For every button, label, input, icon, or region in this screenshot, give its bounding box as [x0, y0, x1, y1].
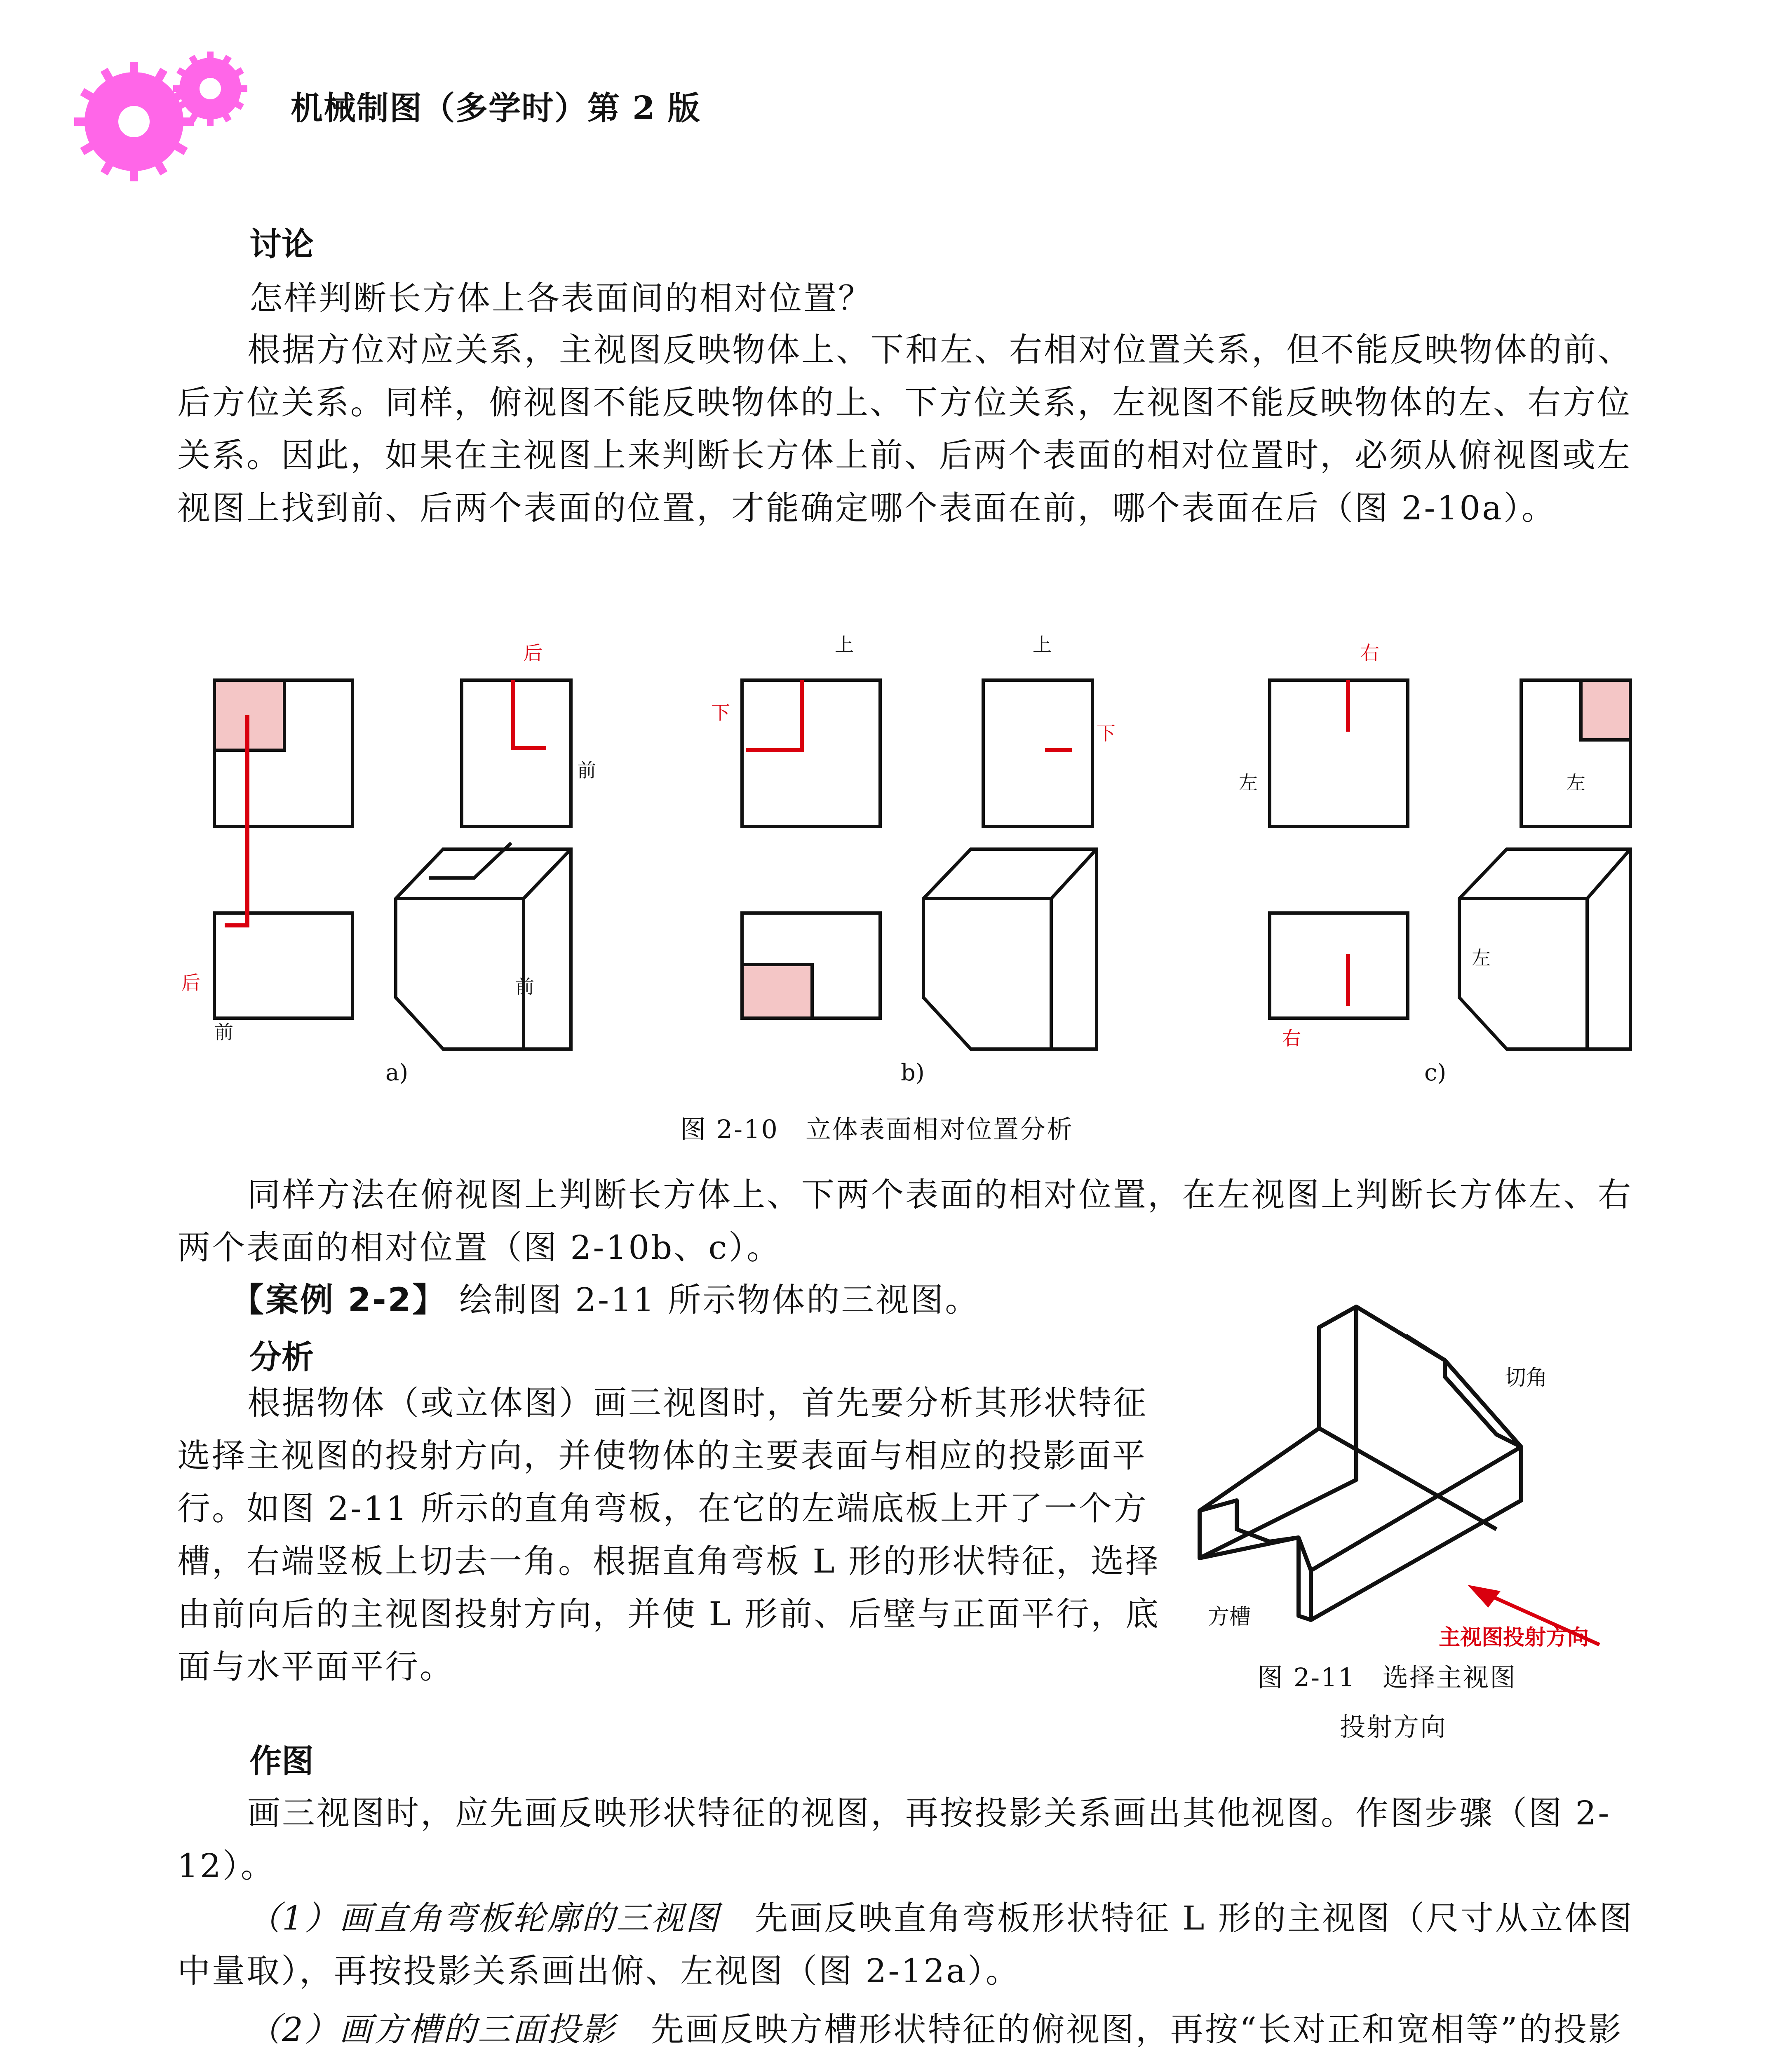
fig-c-label-left-side: 左 — [1567, 772, 1585, 794]
drawing-step-1 — [177, 1892, 1639, 1998]
fig-c-label-right-top: 右 — [1282, 1027, 1301, 1049]
fig-b-label-down: 下 — [711, 702, 730, 724]
analysis-paragraph: 根据物体（或立体图）画三视图时，首先要分析其形状特征选择主视图的投射方向，并使物体的主要表面与相应的投影面平行。如图 2-11 所示的直角弯板，在它的左端底板上开了一个方槽，右端竖板上切去一角。根据直角弯板 L 形的形状特征，选择由前向后的主视图投射方向，并使 L 形前、后壁与正面平行，底面与水平面平行。 — [177, 1384, 1160, 1686]
book-title: 机械制图（多学时）第 2 版 — [291, 89, 701, 127]
discussion-heading: 讨论 — [249, 226, 314, 263]
case-tag: 【案例 2-2】 — [231, 1281, 447, 1319]
discussion-question: 怎样判断长方体上各表面间的相对位置？ — [249, 279, 873, 317]
fig-2-10-sublabel-b: b) — [901, 1059, 925, 1086]
drawing-step-2 — [177, 2003, 1639, 2061]
step-1-text: 先画反映直角弯板形状特征 L 形的主视图（尺寸从立体图中量取），再按投影关系画出俯、左视图（图 2-12a）。 — [177, 1899, 1634, 1990]
fig-a-label-back-top: 后 — [181, 972, 200, 994]
analysis-heading: 分析 — [249, 1339, 314, 1376]
drawing-heading: 作图 — [249, 1743, 314, 1780]
fig-2-10-caption: 图 2-10 立体表面相对位置分析 — [680, 1114, 1073, 1144]
discussion-paragraph: 根据方位对应关系，主视图反映物体上、下和左、右相对位置关系，但不能反映物体的前、后方位关系。同样，俯视图不能反映物体的上、下方位关系，左视图不能反映物体的左、右方位关系。因此，如果在主视图上来判断长方体上前、后两个表面的相对位置时，必须从俯视图或左视图上找到前、后两个表面的位置，才能确定哪个表面在前，哪个表面在后（图 2-10a）。 — [177, 331, 1632, 527]
fig-a-label-back: 后 — [524, 642, 543, 664]
case-text: 绘制图 2-11 所示物体的三视图。 — [459, 1281, 980, 1319]
fig-c-label-left-front: 左 — [1239, 772, 1258, 794]
fig-2-10-sublabel-a: a) — [385, 1059, 409, 1086]
fig-c-label-left-cube: 左 — [1472, 947, 1491, 969]
paragraph-after-figure: 同样方法在俯视图上判断长方体上、下两个表面的相对位置，在左视图上判断长方体左、右两个表面的相对位置（图 2-10b、c）。 — [177, 1176, 1632, 1267]
step-2-title: （2）画方槽的三面投影 — [247, 2010, 616, 2049]
fig-2-11-label-chamfer: 切角 — [1505, 1366, 1548, 1390]
fig-2-11-label-direction: 主视图投射方向 — [1439, 1625, 1589, 1650]
fig-2-11-label-slot: 方槽 — [1208, 1605, 1251, 1629]
fig-a-label-front-cube: 前 — [515, 976, 534, 998]
fig-2-11-caption-line2: 投射方向 — [1340, 1712, 1447, 1742]
fig-c-label-right: 右 — [1360, 642, 1379, 664]
fig-a-label-front-side: 前 — [577, 759, 596, 782]
step-2-text: 先画反映方槽形状特征的俯视图，再按“长对正和宽相等”的投影 — [651, 2010, 1623, 2049]
fig-b-label-up-front: 上 — [835, 634, 854, 656]
drawing-intro: 画三视图时，应先画反映形状特征的视图，再按投影关系画出其他视图。作图步骤（图 2-12）。 — [177, 1794, 1611, 1885]
fig-2-10-sublabel-c: c) — [1424, 1059, 1447, 1086]
fig-b-label-up-side: 上 — [1033, 634, 1052, 656]
fig-2-11-caption-line1: 图 2-11 选择主视图 — [1257, 1662, 1517, 1692]
fig-a-label-front-bottom: 前 — [214, 1021, 233, 1043]
step-1-title: （1）画直角弯板轮廓的三视图 — [247, 1899, 720, 1937]
fig-b-label-down-side: 下 — [1097, 722, 1116, 744]
